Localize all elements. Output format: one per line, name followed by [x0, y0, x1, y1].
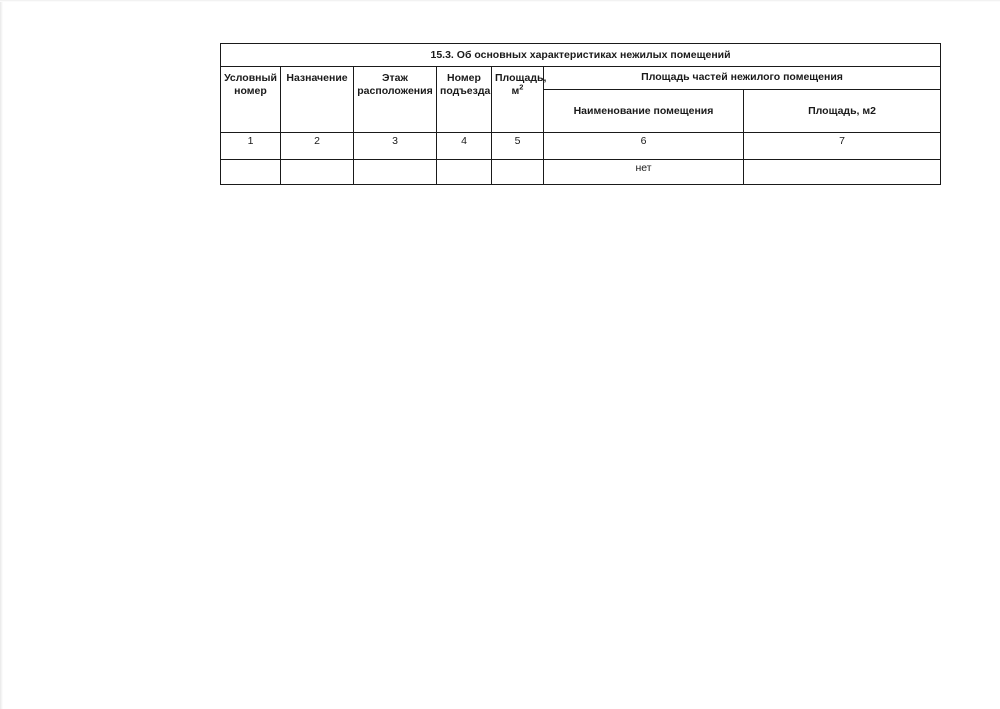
document-section — [220, 43, 940, 185]
cell-naznachenie — [281, 160, 354, 185]
column-number-1: 1 — [221, 133, 281, 160]
table-header-row-1 — [221, 67, 941, 90]
header-naznachenie: Назначение — [281, 67, 354, 133]
column-number-2: 2 — [281, 133, 354, 160]
cell-ploshchad — [492, 160, 544, 185]
page-edge-top — [0, 0, 1000, 2]
header-etazh-raspolozheniya: Этаж расположения — [354, 67, 437, 133]
page-edge-left — [0, 0, 3, 709]
table-title-row — [221, 44, 941, 67]
header-ploshchad-sup: 2 — [519, 82, 524, 92]
header-ploshchad — [492, 67, 547, 133]
header-nomer-podezda: Номер подъезда — [437, 67, 492, 133]
cell-naimenovanie-pomeshcheniya: нет — [544, 160, 744, 185]
header-naimenovanie-pomeshcheniya: Наименование помещения — [544, 89, 744, 132]
table-column-numbers-row — [221, 133, 941, 160]
header-ploshchad-m2: Площадь, м2 — [744, 89, 941, 132]
cell-podezd — [437, 160, 492, 185]
header-group-ploshchad-chastey: Площадь частей нежилого помещения — [544, 67, 941, 90]
header-uslovny-nomer: Условный номер — [221, 67, 281, 133]
column-number-4: 4 — [437, 133, 492, 160]
cell-uslovny-nomer — [221, 160, 281, 185]
cell-ploshchad-chasti — [744, 160, 941, 185]
column-number-3: 3 — [354, 133, 437, 160]
column-number-5: 5 — [492, 133, 544, 160]
nonresidential-premises-table — [220, 43, 941, 185]
section-title: 15.3. Об основных характеристиках нежилых помещений — [221, 44, 941, 67]
header-ploshchad-label: Площадь, м — [495, 72, 547, 98]
column-number-6: 6 — [544, 133, 744, 160]
cell-etazh — [354, 160, 437, 185]
column-number-7: 7 — [744, 133, 941, 160]
table-row — [221, 160, 941, 185]
